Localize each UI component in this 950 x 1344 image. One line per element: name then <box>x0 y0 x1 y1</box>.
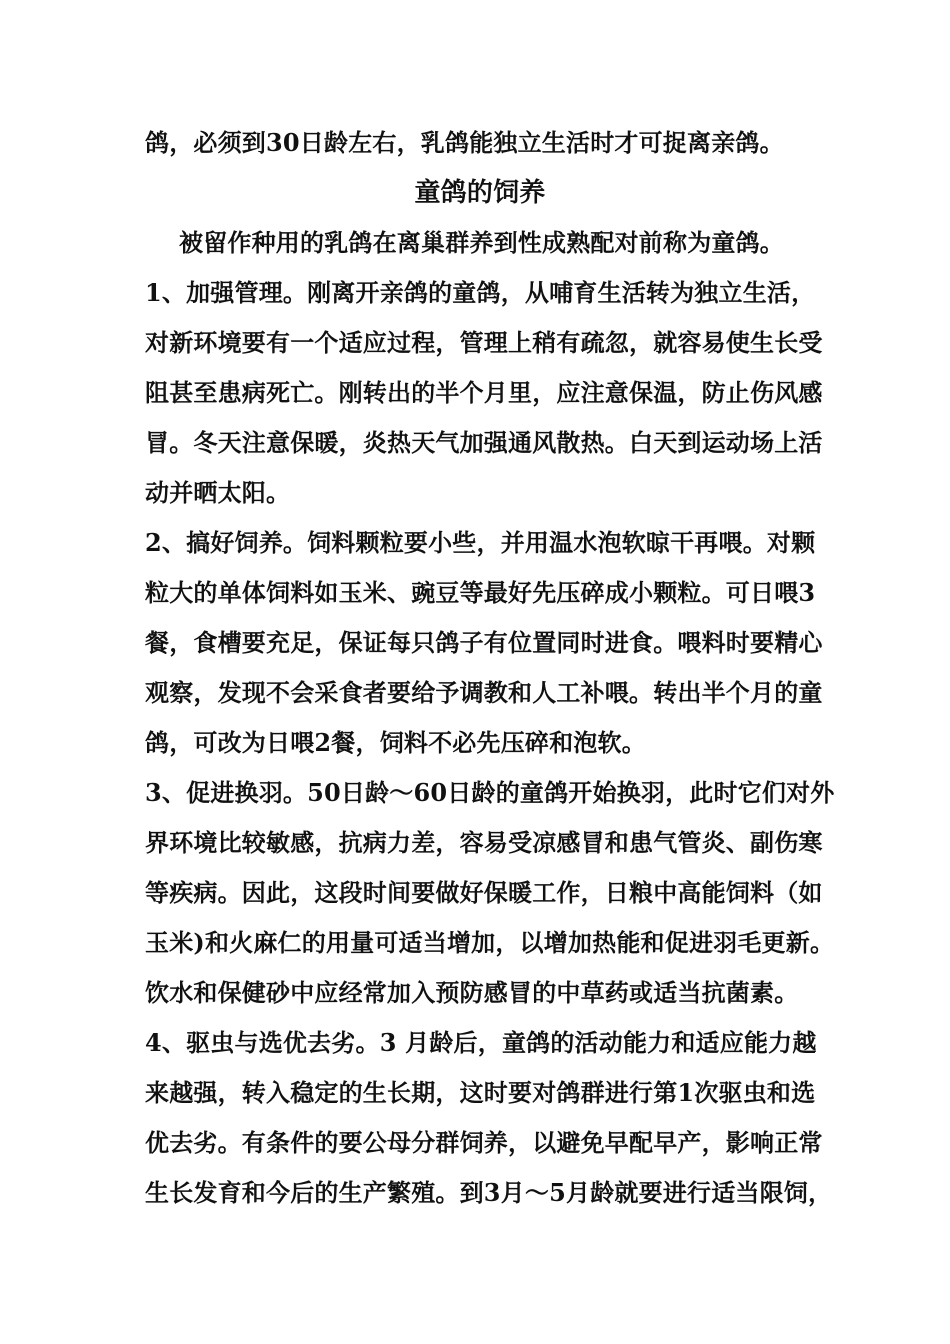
text-line: 3、促进换羽。50日龄～60日龄的童鸽开始换羽，此时它们对外 <box>145 778 835 807</box>
text-line: 来越强，转入稳定的生长期，这时要对鸽群进行第1次驱虫和选 <box>145 1078 816 1107</box>
text-line: 2、搞好饲养。饲料颗粒要小些，并用温水泡软晾干再喂。对颗 <box>145 528 816 557</box>
text-line: 被留作种用的乳鸽在离巢群养到性成熟配对前称为童鸽。 <box>179 228 784 257</box>
document-page <box>145 118 835 1218</box>
text-line: 粒大的单体饲料如玉米、豌豆等最好先压碎成小颗粒。可日喂3 <box>145 578 816 607</box>
text-line: 优去劣。有条件的要公母分群饲养，以避免早配早产，影响正常 <box>145 1128 823 1157</box>
text-line: 鸽，必须到30日龄左右，乳鸽能独立生活时才可捉离亲鸽。 <box>145 128 784 157</box>
text-line: 动并晒太阳。 <box>145 478 291 507</box>
text-line: 1、加强管理。刚离开亲鸽的童鸽，从哺育生活转为独立生活， <box>145 278 816 307</box>
text-line: 对新环境要有一个适应过程，管理上稍有疏忽，就容易使生长受 <box>145 328 823 357</box>
text-line: 4、驱虫与选优去劣。3 月龄后，童鸽的活动能力和适应能力越 <box>145 1028 817 1057</box>
text-line: 餐，食槽要充足，保证每只鸽子有位置同时进食。喂料时要精心 <box>145 628 823 657</box>
text-line: 鸽，可改为日喂2餐，饲料不必先压碎和泡软。 <box>145 728 646 757</box>
text-line: 冒。冬天注意保暖，炎热天气加强通风散热。白天到运动场上活 <box>145 428 823 457</box>
text-line: 阻甚至患病死亡。刚转出的半个月里，应注意保温，防止伤风感 <box>145 378 823 407</box>
text-line: 玉米)和火麻仁的用量可适当增加，以增加热能和促进羽毛更新。 <box>145 928 835 957</box>
text-line: 饮水和保健砂中应经常加入预防感冒的中草药或适当抗菌素。 <box>145 978 799 1007</box>
section-title: 童鸽的饲养 <box>414 178 546 208</box>
text-line: 界环境比较敏感，抗病力差，容易受凉感冒和患气管炎、副伤寒 <box>145 828 823 857</box>
text-line: 生长发育和今后的生产繁殖。到3月～5月龄就要进行适当限饲， <box>145 1178 833 1207</box>
text-line: 等疾病。因此，这段时间要做好保暖工作，日粮中高能饲料（如 <box>145 878 823 907</box>
text-line: 观察，发现不会采食者要给予调教和人工补喂。转出半个月的童 <box>145 678 823 707</box>
